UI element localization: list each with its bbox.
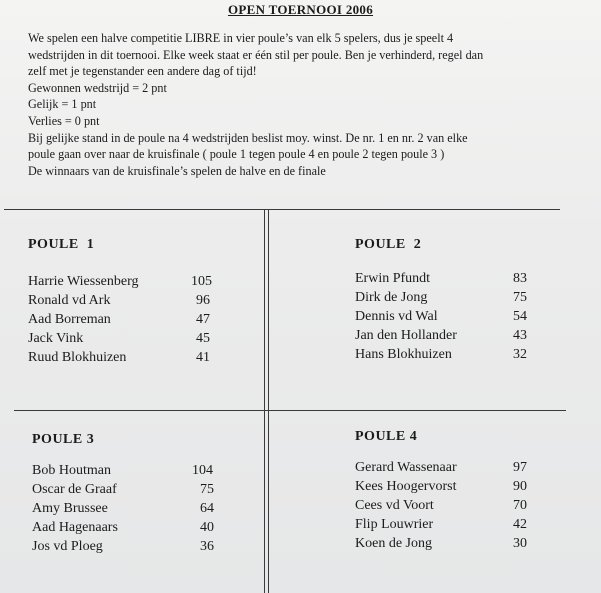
player-name: Cees vd Voort [355, 498, 434, 513]
player-score: 96 [196, 293, 210, 308]
player-name: Harrie Wiessenberg [28, 274, 139, 289]
player-name: Erwin Pfundt [355, 271, 431, 286]
poule-title: POULE 4 [355, 429, 418, 444]
intro-line: wedstrijden in dit toernooi. Elke week staat er één stil per poule. Ben je verhinderd, regel dan [28, 47, 484, 62]
intro-line: zelf met je tegenstander een andere dag of tijd! [28, 64, 257, 79]
poule-1 [28, 237, 268, 367]
player-name: Aad Borreman [28, 312, 111, 327]
player-row [355, 288, 595, 307]
player-name: Amy Brussee [32, 501, 108, 516]
player-score: 54 [513, 309, 527, 324]
player-row [32, 537, 272, 556]
player-row [355, 269, 595, 288]
player-row [355, 496, 595, 515]
player-name: Ronald vd Ark [28, 293, 111, 308]
player-name: Jack Vink [28, 331, 84, 346]
player-row [355, 307, 595, 326]
player-row [28, 348, 268, 367]
player-name: Ruud Blokhuizen [28, 350, 127, 365]
player-score: 75 [200, 482, 214, 497]
intro-line: Gewonnen wedstrijd = 2 pnt [28, 80, 167, 95]
player-score: 32 [513, 347, 527, 362]
player-score: 36 [200, 539, 214, 554]
player-score: 64 [200, 501, 214, 516]
player-score: 42 [513, 517, 527, 532]
player-name: Oscar de Graaf [32, 482, 117, 497]
intro-line: Gelijk = 1 pnt [28, 97, 97, 112]
player-row [28, 291, 268, 310]
player-row [28, 272, 268, 291]
intro-line: Bij gelijke stand in de poule na 4 wedstrijden beslist moy. winst. De nr. 1 en nr. 2 van elke [28, 130, 468, 145]
player-score: 83 [513, 271, 527, 286]
intro-line: De winnaars van de kruisfinale’s spelen de halve en de finale [28, 163, 326, 178]
player-name: Koen de Jong [355, 536, 432, 551]
poule-2 [355, 237, 595, 364]
player-row [32, 499, 272, 518]
intro-line: Verlies = 0 pnt [28, 113, 100, 128]
player-score: 47 [196, 312, 210, 327]
divider-middle [14, 410, 566, 411]
player-score: 45 [196, 331, 210, 346]
player-row [355, 534, 595, 553]
player-row [355, 458, 595, 477]
player-score: 30 [513, 536, 527, 551]
poule-title: POULE 1 [28, 237, 95, 252]
player-name: Dirk de Jong [355, 290, 428, 305]
player-name: Kees Hoogervorst [355, 479, 457, 494]
player-name: Aad Hagenaars [32, 520, 118, 535]
player-score: 104 [192, 463, 213, 478]
player-row [355, 345, 595, 364]
poule-4 [355, 429, 595, 553]
player-name: Flip Louwrier [355, 517, 434, 532]
player-name: Bob Houtman [32, 463, 111, 478]
player-row [32, 518, 272, 537]
poule-title: POULE 2 [355, 237, 422, 252]
player-score: 40 [200, 520, 214, 535]
player-row [355, 515, 595, 534]
intro-line: We spelen een halve competitie LIBRE in vier poule’s van elk 5 spelers, dus je speelt 4 [28, 31, 454, 45]
player-row [28, 329, 268, 348]
player-score: 97 [513, 460, 527, 475]
player-score: 105 [191, 274, 212, 289]
poule-title: POULE 3 [32, 432, 95, 447]
player-name: Gerard Wassenaar [355, 460, 457, 475]
poule-3 [32, 432, 272, 556]
player-score: 41 [196, 350, 210, 365]
player-name: Jos vd Ploeg [32, 539, 103, 554]
player-row [32, 480, 272, 499]
player-name: Hans Blokhuizen [355, 347, 452, 362]
intro-line: poule gaan over naar de kruisfinale ( poule 1 tegen poule 4 en poule 2 tegen poule 3 ) [28, 147, 445, 162]
player-row [355, 326, 595, 345]
player-score: 90 [513, 479, 527, 494]
player-score: 70 [513, 498, 527, 513]
player-row [355, 477, 595, 496]
player-score: 75 [513, 290, 527, 305]
player-row [28, 310, 268, 329]
document-title: OPEN TOERNOOI 2006 [227, 2, 374, 17]
player-name: Dennis vd Wal [355, 309, 438, 324]
divider-top [4, 209, 560, 210]
player-row [32, 461, 272, 480]
player-name: Jan den Hollander [355, 328, 457, 343]
player-score: 43 [513, 328, 527, 343]
intro-text [28, 30, 588, 179]
